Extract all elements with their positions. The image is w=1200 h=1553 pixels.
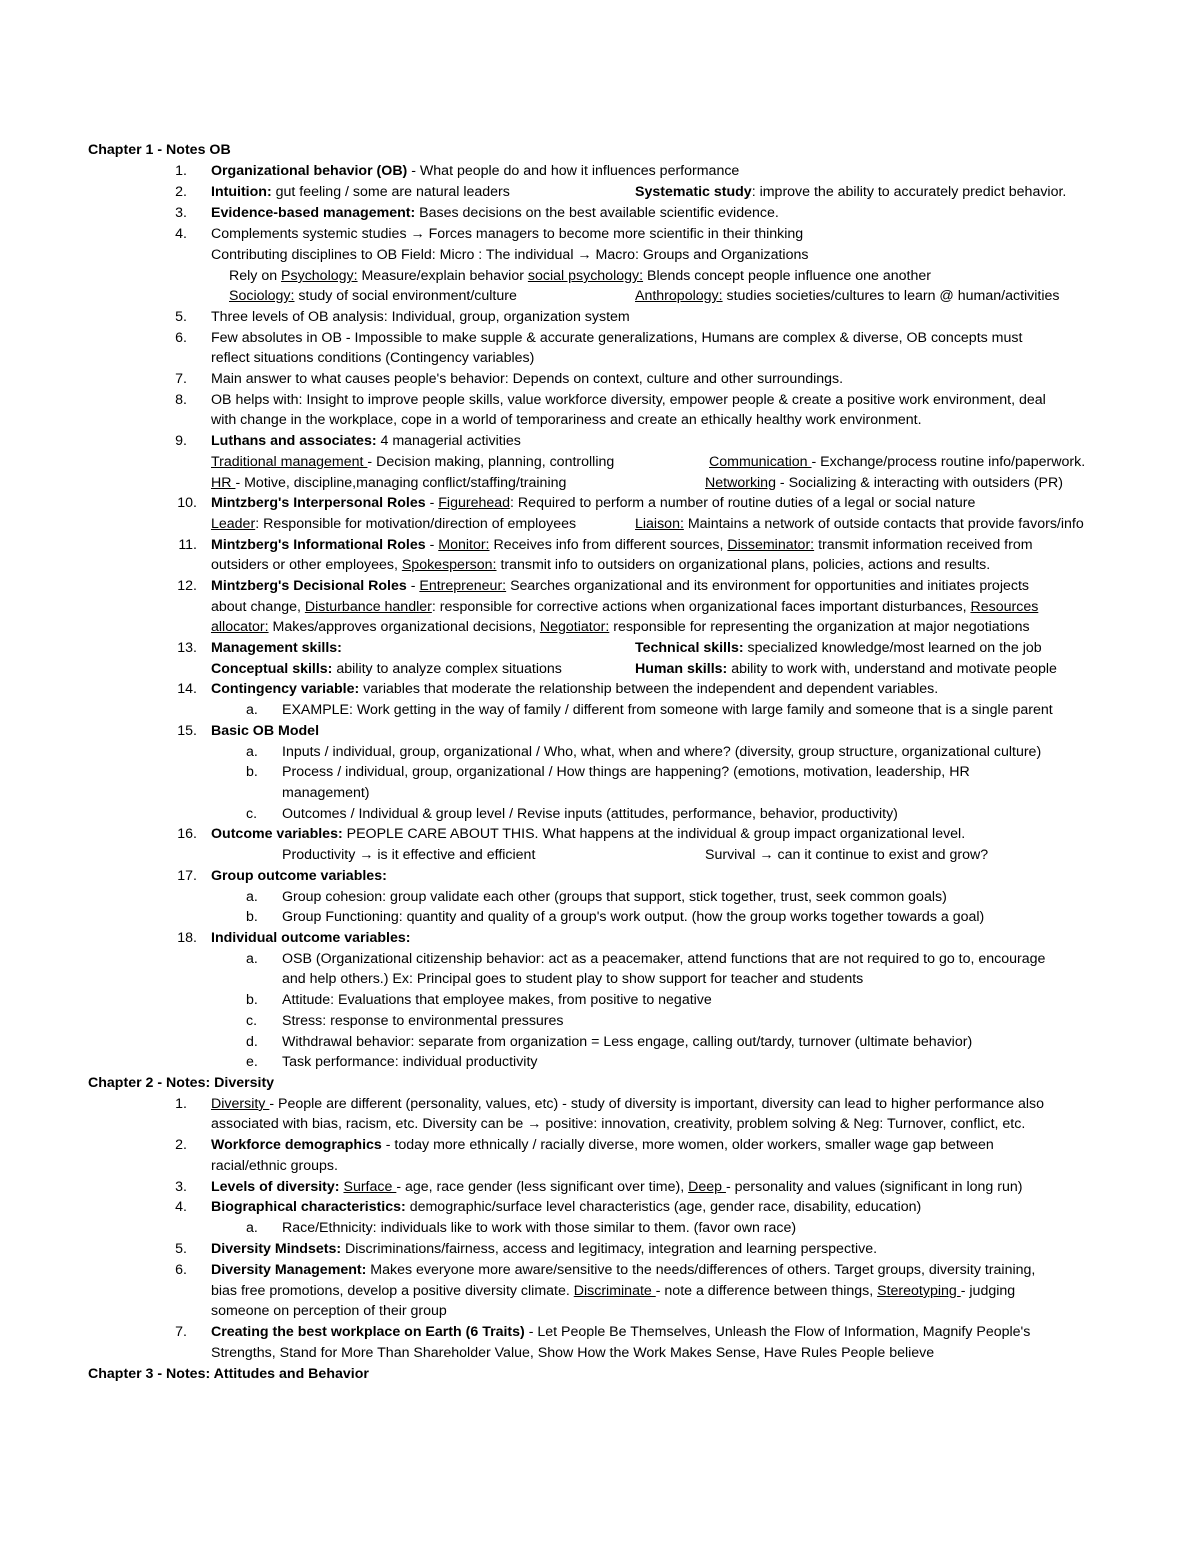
list-number: 18. (177, 930, 197, 946)
sub-letter: b. (246, 909, 258, 925)
list-number: 2. (175, 1137, 187, 1153)
list-item-continuation: allocator: Makes/approves organizational decisions, Negotiator: responsible for representing the organization at major negotiations (211, 619, 1030, 635)
list-item: Luthans and associates: 4 managerial activities (211, 433, 521, 449)
list-number: 14. (177, 681, 197, 697)
list-item: Contingency variable: variables that moderate the relationship between the independent and dependent variables. (211, 681, 939, 697)
sub-letter: a. (246, 889, 258, 905)
list-number: 11. (178, 537, 197, 553)
sub-letter: c. (246, 1013, 258, 1029)
sub-item: Task performance: individual productivity (282, 1054, 538, 1070)
list-number: 1. (175, 163, 187, 179)
list-item-continuation: associated with bias, racism, etc. Diversity can be → positive: innovation, creativity, problem solving & Neg: Turnover, conflict, etc. (211, 1116, 1026, 1132)
sub-item: Inputs / individual, group, organizational / Who, what, when and where? (diversity, group structure, organizational culture) (282, 744, 1042, 760)
sub-item: Race/Ethnicity: individuals like to work with those similar to them. (favor own race) (282, 1220, 797, 1236)
list-item-continuation: Traditional management - Decision making, planning, controlling (211, 454, 615, 470)
list-item: Evidence-based management: Bases decisions on the best available scientific evidence. (211, 205, 779, 221)
list-number: 5. (175, 1241, 187, 1257)
list-number: 3. (175, 205, 187, 221)
list-item-column: Communication - Exchange/process routine info/paperwork. (709, 454, 1086, 470)
sub-item-continuation: management) (282, 785, 370, 801)
sub-item: Attitude: Evaluations that employee makes, from positive to negative (282, 992, 712, 1008)
list-item-continuation: Leader: Responsible for motivation/direction of employees (211, 516, 577, 532)
sub-item: EXAMPLE: Work getting in the way of family / different from someone with large family and someone that is a single parent (282, 702, 1053, 718)
list-item-column: Survival → can it continue to exist and grow? (705, 847, 989, 863)
list-item-continuation: someone on perception of their group (211, 1303, 447, 1319)
list-item-continuation: HR - Motive, discipline,managing conflict/staffing/training (211, 475, 567, 491)
list-item-column: Liaison: Maintains a network of outside contacts that provide favors/info (635, 516, 1084, 532)
list-number: 7. (175, 1324, 187, 1340)
chapter-1-heading: Chapter 1 - Notes OB (88, 142, 231, 158)
list-item-column: Networking - Socializing & interacting with outsiders (PR) (705, 475, 1063, 491)
list-item: Organizational behavior (OB) - What people do and how it influences performance (211, 163, 740, 179)
list-number: 6. (175, 330, 187, 346)
list-item-continuation: Sociology: study of social environment/culture (229, 288, 517, 304)
sub-letter: e. (246, 1054, 258, 1070)
list-item: Levels of diversity: Surface - age, race gender (less significant over time), Deep - personality and values (significant in long run) (211, 1179, 1023, 1195)
list-number: 8. (175, 392, 187, 408)
list-item-continuation: about change, Disturbance handler: responsible for corrective actions when organizational faces important disturbances, Resources (211, 599, 1039, 615)
list-item-column: Human skills: ability to work with, understand and motivate people (635, 661, 1057, 677)
list-number: 16. (177, 826, 197, 842)
sub-item: Group cohesion: group validate each other (groups that support, stick together, trust, seek common goals) (282, 889, 947, 905)
list-item: Mintzberg's Decisional Roles - Entrepreneur: Searches organizational and its environment for opportunities and initiates projects (211, 578, 1029, 594)
sub-letter: a. (246, 702, 258, 718)
list-item-continuation: racial/ethnic groups. (211, 1158, 338, 1174)
list-item: Few absolutes in OB - Impossible to make supple & accurate generalizations, Humans are complex & diverse, OB concepts must (211, 330, 1023, 346)
sub-letter: d. (246, 1034, 258, 1050)
list-number: 4. (175, 226, 187, 242)
sub-letter: a. (246, 744, 258, 760)
sub-item: OSB (Organizational citizenship behavior: act as a peacemaker, attend functions that are not required to go to, encourage (282, 951, 1046, 967)
sub-letter: b. (246, 992, 258, 1008)
list-item-continuation: bias free promotions, develop a positive diversity climate. Discriminate - note a difference between things, Stereotyping - judging (211, 1283, 1016, 1299)
list-item-continuation: with change in the workplace, cope in a world of temporariness and create an ethically healthy work environment. (211, 412, 922, 428)
list-item: Mintzberg's Interpersonal Roles - Figurehead: Required to perform a number of routine duties of a legal or social nature (211, 495, 976, 511)
list-item: Complements systemic studies → Forces managers to become more scientific in their thinking (211, 226, 804, 242)
sub-item: Group Functioning: quantity and quality of a group's work output. (how the group works together towards a goal) (282, 909, 985, 925)
list-item: Main answer to what causes people's behavior: Depends on context, culture and other surroundings. (211, 371, 844, 387)
list-item-continuation: Productivity → is it effective and efficient (282, 847, 536, 863)
sub-item: Withdrawal behavior: separate from organization = Less engage, calling out/tardy, turnover (ultimate behavior) (282, 1034, 973, 1050)
list-item: Individual outcome variables: (211, 930, 411, 946)
list-item: Three levels of OB analysis: Individual, group, organization system (211, 309, 630, 325)
list-item: Diversity Management: Makes everyone more aware/sensitive to the needs/differences of others. Target groups, diversity training, (211, 1262, 1036, 1278)
chapter-3-heading: Chapter 3 - Notes: Attitudes and Behavior (88, 1366, 369, 1382)
list-number: 10. (177, 495, 197, 511)
list-number: 17. (177, 868, 197, 884)
list-item: Basic OB Model (211, 723, 320, 739)
list-item-column: Anthropology: studies societies/cultures to learn @ human/activities (635, 288, 1060, 304)
sub-item: Outcomes / Individual & group level / Revise inputs (attitudes, performance, behavior, productivity) (282, 806, 898, 822)
list-item: Workforce demographics - today more ethnically / racially diverse, more women, older workers, smaller wage gap between (211, 1137, 994, 1153)
list-item: Diversity - People are different (personality, values, etc) - study of diversity is important, diversity can lead to higher performance also (211, 1096, 1044, 1112)
sub-letter: c. (246, 806, 258, 822)
list-item-continuation: Contributing disciplines to OB Field: Micro : The individual → Macro: Groups and Organizations (211, 247, 809, 263)
list-item-continuation: outsiders or other employees, Spokesperson: transmit info to outsiders on organizational plans, policies, actions and results. (211, 557, 991, 573)
list-item: Intuition: gut feeling / some are natural leaders (211, 184, 510, 200)
list-item: Creating the best workplace on Earth (6 Traits) - Let People Be Themselves, Unleash the Flow of Information, Magnify People's (211, 1324, 1031, 1340)
list-item: OB helps with: Insight to improve people skills, value workforce diversity, empower people & create a positive work environment, deal (211, 392, 1046, 408)
list-number: 13. (177, 640, 197, 656)
list-number: 15. (177, 723, 197, 739)
list-item-continuation: Strengths, Stand for More Than Shareholder Value, Show How the Work Makes Sense, Have Rules People believe (211, 1345, 935, 1361)
list-number: 12. (177, 578, 197, 594)
chapter-2-heading: Chapter 2 - Notes: Diversity (88, 1075, 275, 1091)
list-number: 2. (175, 184, 187, 200)
list-item: Diversity Mindsets: Discriminations/fairness, access and legitimacy, integration and learning perspective. (211, 1241, 878, 1257)
list-number: 1. (175, 1096, 187, 1112)
list-item-column: Technical skills: specialized knowledge/most learned on the job (635, 640, 1042, 656)
list-item: Biographical characteristics: demographic/surface level characteristics (age, gender race, disability, education) (211, 1199, 922, 1215)
list-number: 3. (175, 1179, 187, 1195)
list-item: Management skills: (211, 640, 342, 656)
list-number: 4. (175, 1199, 187, 1215)
sub-item: Stress: response to environmental pressures (282, 1013, 564, 1029)
sub-item-continuation: and help others.) Ex: Principal goes to student play to show support for teacher and students (282, 971, 864, 987)
list-item-continuation: reflect situations conditions (Contingency variables) (211, 350, 535, 366)
list-item-continuation: Conceptual skills: ability to analyze complex situations (211, 661, 562, 677)
sub-letter: a. (246, 951, 258, 967)
list-number: 5. (175, 309, 187, 325)
list-item: Outcome variables: PEOPLE CARE ABOUT THIS. What happens at the individual & group impact organizational level. (211, 826, 966, 842)
sub-letter: a. (246, 1220, 258, 1236)
sub-item: Process / individual, group, organizational / How things are happening? (emotions, motivation, leadership, HR (282, 764, 970, 780)
list-item-continuation: Rely on Psychology: Measure/explain behavior social psychology: Blends concept people influence one another (229, 268, 931, 284)
sub-letter: b. (246, 764, 258, 780)
list-item-column: Systematic study: improve the ability to accurately predict behavior. (635, 184, 1067, 200)
list-number: 7. (175, 371, 187, 387)
list-number: 6. (175, 1262, 187, 1278)
list-item: Group outcome variables: (211, 868, 387, 884)
list-number: 9. (175, 433, 187, 449)
list-item: Mintzberg's Informational Roles - Monitor: Receives info from different sources, Disseminator: transmit information received from (211, 537, 1033, 553)
